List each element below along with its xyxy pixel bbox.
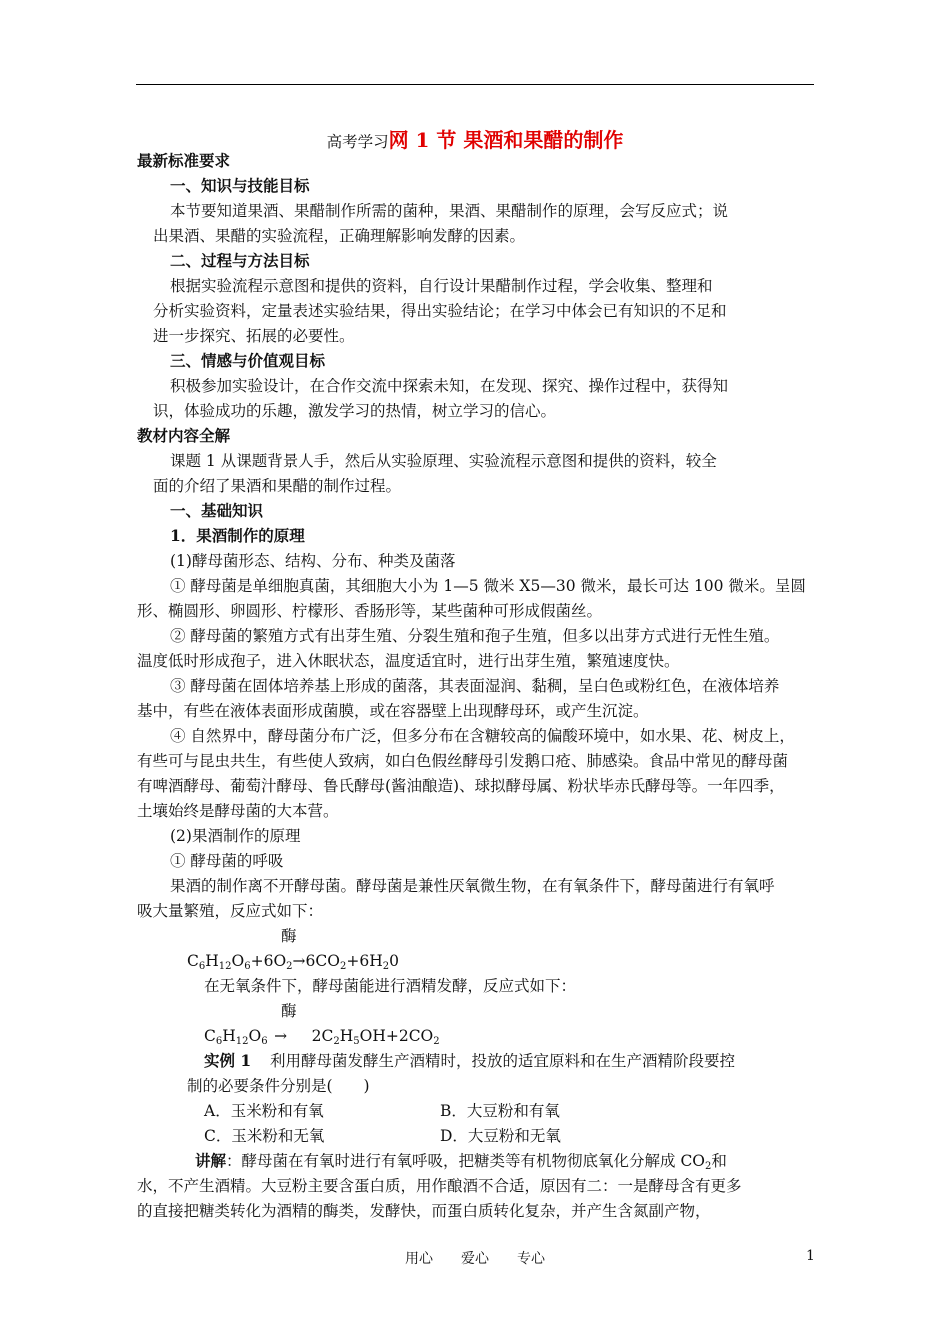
paragraph-line: 有些可与昆虫共生，有些使人致病，如白色假丝酵母引发鹅口疮、肺感染。食品中常见的酵母菌 — [137, 752, 789, 770]
arrow-icon: → — [274, 1027, 288, 1045]
paragraph-line: 本节要知道果酒、果醋制作所需的菌种，果酒、果醋制作的原理，会写反应式；说 — [170, 202, 729, 220]
paragraph-line: (2)果酒制作的原理 — [170, 827, 301, 845]
equation-aerobic: $C_6H_{12}O_6+6O_2\to 6CO_2+6H_20$ — [187, 952, 399, 972]
paragraph-line: 吸大量繁殖，反应式如下： — [137, 902, 324, 920]
paragraph-line: 的直接把糖类转化为酒精的酶类，发酵快，而蛋白质转化复杂，并产生含氮副产物， — [137, 1202, 711, 1220]
explanation-line: 讲解：酵母菌在有氧时进行有氧呼吸，把糖类等有机物彻底氧化分解成 $CO_2$和 — [195, 1151, 727, 1172]
footer-text: 爱心 — [461, 1251, 489, 1267]
paragraph-line: 面的介绍了果酒和果醋的制作过程。 — [153, 477, 402, 495]
page-title — [0, 124, 950, 153]
title-prefix: 高考学习 — [326, 133, 389, 151]
page-number: 1 — [806, 1248, 815, 1264]
title-main: 网 1 节 果酒和果醋的制作 — [388, 128, 624, 152]
subheading: 二、过程与方法目标 — [170, 251, 310, 270]
paragraph-line: 课题 1 从课题背景人手，然后从实验原理、实验流程示意图和提供的资料，较全 — [170, 452, 717, 470]
paragraph-line: 根据实验流程示意图和提供的资料，自行设计果醋制作过程，学会收集、整理和 — [170, 277, 713, 295]
header-rule — [136, 84, 814, 85]
paragraph-line: 果酒的制作离不开酵母菌。酵母菌是兼性厌氧微生物，在有氧条件下，酵母菌进行有氧呼 — [170, 877, 775, 895]
paragraph-line: 制的必要条件分别是( ) — [187, 1077, 370, 1095]
example-label: 实例 1 — [204, 1051, 252, 1070]
option-a: A．玉米粉和有氧 — [204, 1102, 324, 1120]
paragraph-line: 利用酵母菌发酵生产酒精时，投放的适宜原料和在生产酒精阶段要控 — [270, 1052, 736, 1070]
paragraph-line: ① 酵母菌的呼吸 — [170, 852, 284, 870]
footer-text: 专心 — [517, 1251, 545, 1267]
paragraph-line: 进一步探究、拓展的必要性。 — [153, 327, 355, 345]
paragraph-line: ④ 自然界中，酵母菌分布广泛，但多分布在含糖较高的偏酸环境中，如水果、花、树皮上， — [170, 727, 795, 745]
paragraph-line: 基中，有些在液体表面形成菌膜，或在容器壁上出现酵母环，或产生沉淀。 — [137, 702, 649, 720]
paragraph-line: ② 酵母菌的繁殖方式有出芽生殖、分裂生殖和孢子生殖，但多以出芽方式进行无性生殖。 — [170, 627, 780, 645]
paragraph-line: 有啤酒酵母、葡萄汁酵母、鲁氏酵母(酱油酿造)、球拟酵母属、粉状毕赤氏酵母等。一年四季， — [137, 777, 785, 795]
subheading: 1．果酒制作的原理 — [170, 526, 305, 545]
enzyme-label: 酶 — [281, 1002, 297, 1020]
paragraph-line: ① 酵母菌是单细胞真菌，其细胞大小为 1—5 微米 X5—30 微米，最长可达 100 微米。呈圆 — [170, 577, 806, 595]
arrow-icon: → — [292, 952, 306, 970]
option-d: D．大豆粉和无氧 — [440, 1127, 561, 1145]
equation-anaerobic: $C_6H_{12}O_6 \to 2C_2H_5OH+2CO_2$ — [204, 1027, 440, 1047]
paragraph-line: (1)酵母菌形态、结构、分布、种类及菌落 — [170, 552, 456, 570]
paragraph-line: 识，体验成功的乐趣，激发学习的热情，树立学习的信心。 — [153, 402, 557, 420]
section-heading: 最新标准要求 — [137, 151, 231, 170]
paragraph-line: 温度低时形成孢子，进入休眠状态，温度适宜时，进行出芽生殖，繁殖速度快。 — [137, 652, 680, 670]
footer-text: 用心 — [405, 1251, 433, 1267]
paragraph-line: 在无氧条件下，酵母菌能进行酒精发酵，反应式如下： — [204, 977, 577, 995]
paragraph-line: 形、椭圆形、卵圆形、柠檬形、香肠形等，某些菌种可形成假菌丝。 — [137, 602, 603, 620]
paragraph-line: 土壤始终是酵母菌的大本营。 — [137, 802, 339, 820]
paragraph-line: 水，不产生酒精。大豆粉主要含蛋白质，用作酿酒不合适，原因有二：一是酵母含有更多 — [137, 1177, 742, 1195]
paragraph-line: ③ 酵母菌在固体培养基上形成的菌落，其表面湿润、黏稠，呈白色或粉红色，在液体培养 — [170, 677, 780, 695]
subheading: 一、知识与技能目标 — [170, 176, 310, 195]
option-c: C．玉米粉和无氧 — [204, 1127, 325, 1145]
option-b: B．大豆粉和有氧 — [440, 1102, 560, 1120]
subheading: 三、情感与价值观目标 — [170, 351, 326, 370]
enzyme-label: 酶 — [281, 927, 297, 945]
paragraph-line: 出果酒、果醋的实验流程，正确理解影响发酵的因素。 — [153, 227, 526, 245]
section-heading: 教材内容全解 — [137, 426, 231, 445]
subheading: 一、基础知识 — [170, 501, 264, 520]
paragraph-line: 积极参加实验设计，在合作交流中探索未知，在发现、探究、操作过程中，获得知 — [170, 377, 729, 395]
paragraph-line: 分析实验资料，定量表述实验结果，得出实验结论；在学习中体会已有知识的不足和 — [153, 302, 727, 320]
